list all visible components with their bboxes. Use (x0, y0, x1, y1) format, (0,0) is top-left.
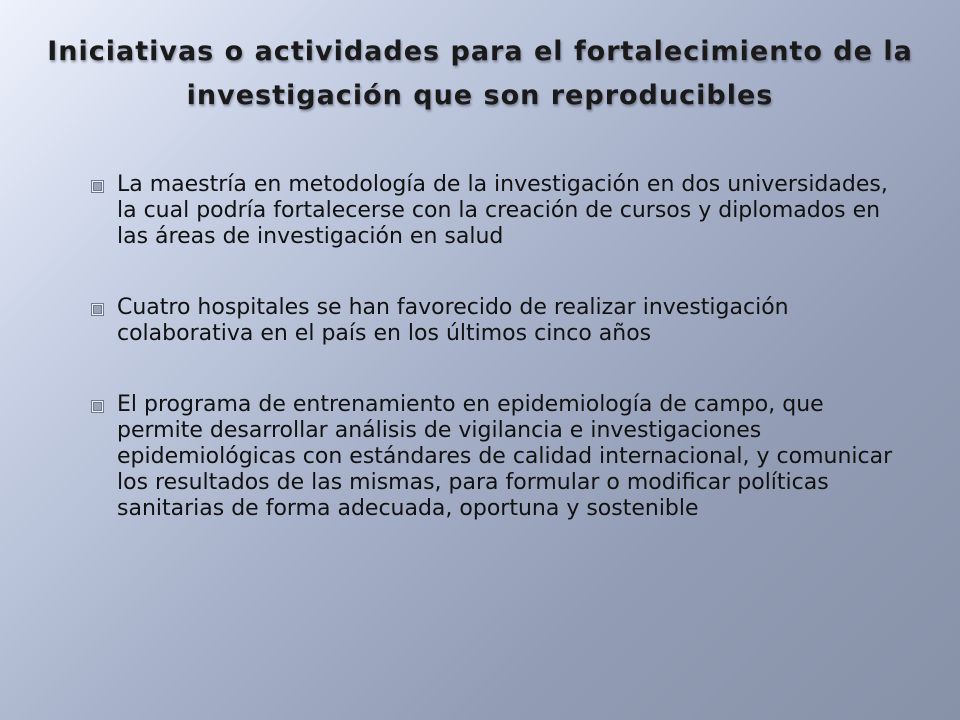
square-bullet-icon (92, 304, 103, 315)
bullet-text: La maestría en metodología de la investigación en dos universidades, la cual podría fortalecerse con la creación de cursos y diplomados en las áreas de investigación en salud (117, 172, 888, 249)
bullet-text: Cuatro hospitales se han favorecido de realizar investigación colaborativa en el país en los últimos cinco años (117, 295, 789, 346)
square-bullet-icon (92, 181, 103, 192)
square-bullet-icon (92, 401, 103, 412)
bullet-item (92, 295, 904, 347)
bullet-item (92, 392, 904, 522)
bullet-item (92, 172, 904, 250)
bullet-text: El programa de entrenamiento en epidemiología de campo, que permite desarrollar análisis de vigilancia e investigaciones epidemiológicas con estándares de calidad internacional, y comunicar los resultados de las mismas, para formular o modificar políticas sanitarias de forma adecuada, oportuna y sostenible (117, 392, 893, 521)
slide-title: Iniciativas o actividades para el fortalecimiento de la investigación que son reproducibles (47, 36, 913, 111)
bullet-list (92, 172, 904, 567)
